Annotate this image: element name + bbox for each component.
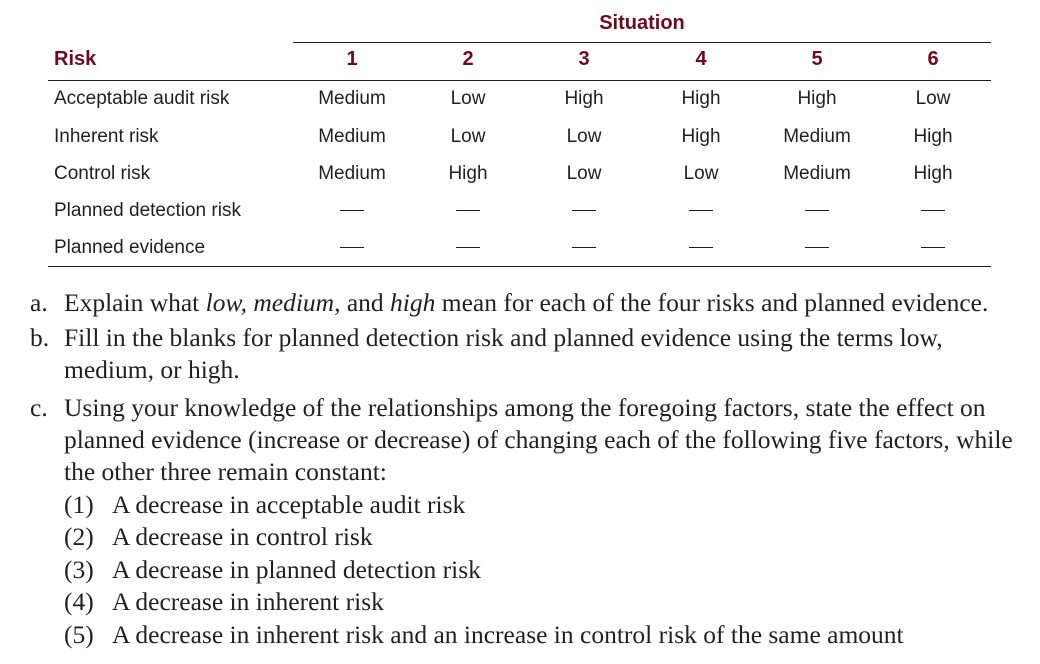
- question-b: [30, 322, 1035, 386]
- header-rule-top: [293, 42, 991, 43]
- blank-cell: [297, 237, 407, 259]
- blank-line: [456, 210, 480, 211]
- row-label: Control risk: [54, 163, 151, 184]
- list-item: [64, 489, 465, 521]
- list-item-text: A decrease in acceptable audit risk: [112, 490, 466, 519]
- list-item: [64, 521, 373, 553]
- list-item-text: A decrease in inherent risk: [112, 587, 384, 616]
- blank-cell: [529, 200, 639, 222]
- list-item: [64, 619, 904, 651]
- list-item: [64, 554, 481, 586]
- question-c: [30, 392, 1035, 488]
- table-cell: Medium: [318, 163, 386, 184]
- blank-line: [689, 247, 713, 248]
- blank-line: [921, 210, 945, 211]
- blank-cell: [878, 237, 988, 259]
- table-cell: High: [564, 88, 604, 109]
- situation-group-header: Situation: [599, 12, 685, 34]
- list-item-number: (4): [64, 587, 94, 616]
- blank-line: [689, 210, 713, 211]
- question-text: Fill in the blanks for planned detection risk and planned evidence using the terms low, medium, or high.: [64, 323, 943, 384]
- question-text-part: Explain what: [64, 288, 206, 317]
- question-text-italic: high: [390, 288, 436, 317]
- table-bottom-rule: [48, 266, 991, 267]
- list-item-number: (2): [64, 522, 94, 551]
- table-cell: High: [448, 163, 488, 184]
- blank-line: [572, 247, 596, 248]
- table-cell: High: [681, 126, 721, 147]
- column-header-2: 2: [462, 48, 474, 70]
- list-item-text: A decrease in control risk: [112, 522, 373, 551]
- question-text: [64, 287, 1035, 319]
- table-cell: Medium: [783, 126, 851, 147]
- risk-column-header: Risk: [54, 48, 97, 70]
- blank-line: [340, 210, 364, 211]
- table-cell: Low: [566, 126, 602, 147]
- list-item-number: (3): [64, 555, 94, 584]
- list-item-number: (1): [64, 490, 94, 519]
- blank-line: [340, 247, 364, 248]
- blank-cell: [413, 237, 523, 259]
- blank-cell: [878, 200, 988, 222]
- table-cell: Low: [450, 88, 486, 109]
- question-label: c.: [30, 393, 48, 422]
- table-cell: High: [913, 126, 953, 147]
- table-cell: Low: [683, 163, 719, 184]
- list-item-text: A decrease in inherent risk and an increase in control risk of the same amount: [112, 620, 904, 649]
- table-cell: Low: [450, 126, 486, 147]
- row-label: Planned detection risk: [54, 200, 241, 221]
- table-cell: Medium: [318, 126, 386, 147]
- blank-cell: [297, 200, 407, 222]
- table-cell: Medium: [783, 163, 851, 184]
- row-label: Inherent risk: [54, 126, 159, 147]
- blank-line: [805, 247, 829, 248]
- column-header-3: 3: [578, 48, 590, 70]
- list-item-number: (5): [64, 620, 94, 649]
- table-cell: High: [913, 163, 953, 184]
- blank-cell: [762, 237, 872, 259]
- blank-line: [921, 247, 945, 248]
- list-item-text: A decrease in planned detection risk: [112, 555, 481, 584]
- blank-cell: [762, 200, 872, 222]
- table-cell: Medium: [318, 88, 386, 109]
- table-cell: High: [797, 88, 837, 109]
- header-rule-bottom: [48, 80, 991, 81]
- question-label: a.: [30, 288, 48, 317]
- question-text-part: mean for each of the four risks and planned evidence.: [435, 288, 989, 317]
- blank-cell: [413, 200, 523, 222]
- question-text-italic: low, medium,: [205, 288, 341, 317]
- question-label: b.: [30, 323, 50, 352]
- column-header-1: 1: [346, 48, 358, 70]
- blank-line: [456, 247, 480, 248]
- row-label: Acceptable audit risk: [54, 88, 230, 109]
- table-cell: High: [681, 88, 721, 109]
- list-item: [64, 586, 384, 618]
- table-cell: Low: [566, 163, 602, 184]
- question-text: Using your knowledge of the relationships among the foregoing factors, state the effect on planned evidence (increase or decrease) of changing each of the following five factors, while the other three remain constant:: [64, 393, 1013, 486]
- blank-cell: [646, 200, 756, 222]
- blank-cell: [529, 237, 639, 259]
- column-header-5: 5: [811, 48, 823, 70]
- row-label: Planned evidence: [54, 237, 206, 258]
- table-cell: Low: [915, 88, 951, 109]
- question-a: [30, 287, 1035, 319]
- question-text-part: and: [340, 288, 391, 317]
- blank-cell: [646, 237, 756, 259]
- column-header-6: 6: [927, 48, 939, 70]
- column-header-4: 4: [695, 48, 707, 70]
- blank-line: [805, 210, 829, 211]
- blank-line: [572, 210, 596, 211]
